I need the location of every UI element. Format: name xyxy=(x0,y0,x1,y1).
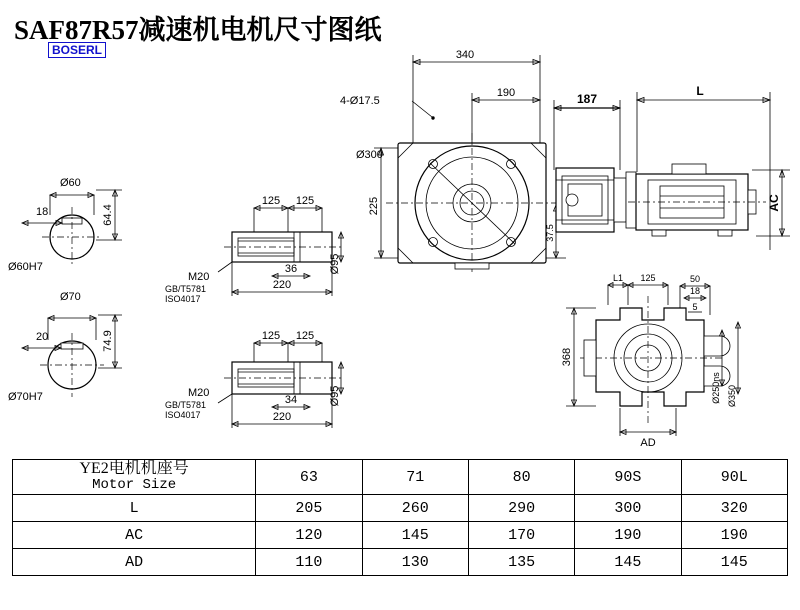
shaft-detail-70 xyxy=(8,291,122,403)
table-cell-AD-63: 110 xyxy=(256,549,362,576)
table-row-label-AD: AD xyxy=(13,549,256,576)
table-header-col-4: 90L xyxy=(681,460,787,495)
dim-225-text: 225 xyxy=(368,196,380,216)
table-header-col-2: 80 xyxy=(468,460,574,495)
side-250-text: Ø250ns xyxy=(711,372,721,404)
gearbox-front-view xyxy=(386,133,560,272)
side-5-text: 5 xyxy=(692,302,698,312)
hollow-shaft-detail-1 xyxy=(165,195,344,304)
table-cell-L-90L: 320 xyxy=(681,495,787,522)
hollow1-std1-text: GB/T5781 xyxy=(165,284,207,294)
shaft-detail-60 xyxy=(8,177,122,273)
shaft60-len-text: 64.4 xyxy=(102,204,114,226)
table-cell-L-80: 290 xyxy=(468,495,574,522)
hollow2-95-text: Ø95 xyxy=(329,385,341,407)
hollow2-m20-text: M20 xyxy=(188,387,210,399)
table-cell-AD-80: 135 xyxy=(468,549,574,576)
hollow1-125a-text: 125 xyxy=(261,195,281,207)
table-row xyxy=(13,495,788,522)
table-cell-L-63: 205 xyxy=(256,495,362,522)
table-header-col-1: 71 xyxy=(362,460,468,495)
table-header-label-cn: YE2电机机座号 xyxy=(79,460,189,477)
hollow1-m20-text: M20 xyxy=(188,271,210,283)
dim-37-5-text: 37.5 xyxy=(545,224,555,242)
callout-holes xyxy=(340,95,435,120)
dim-187-text: 187 xyxy=(576,92,598,106)
hollow2-std1-text: GB/T5781 xyxy=(165,400,207,410)
bevel-housing xyxy=(556,168,636,232)
hollow1-220-text: 220 xyxy=(272,279,292,291)
table-cell-AC-80: 170 xyxy=(468,522,574,549)
table-cell-AC-90S: 190 xyxy=(575,522,681,549)
dim-AC-text: AC xyxy=(767,194,781,212)
side-18-text: 18 xyxy=(689,286,701,296)
side-350-text: Ø350 xyxy=(727,384,737,408)
gearbox-side-view xyxy=(561,273,741,449)
shaft60-key-text: 18 xyxy=(36,206,49,218)
brand-logo: BOSERL xyxy=(48,42,106,58)
callout-flange-text: Ø300 xyxy=(356,149,383,161)
shaft60-fit-text: Ø60H7 xyxy=(8,261,43,273)
dimension-AC xyxy=(752,170,790,236)
hollow2-220-text: 220 xyxy=(272,411,292,423)
table-row-label-AC: AC xyxy=(13,522,256,549)
dim-190-text: 190 xyxy=(496,87,516,99)
hollow1-std2-text: ISO4017 xyxy=(165,294,201,304)
side-368-text: 368 xyxy=(561,347,573,367)
dimension-225 xyxy=(368,148,398,258)
dim-340-text: 340 xyxy=(455,49,475,61)
table-header-label xyxy=(13,460,256,495)
hollow1-36-text: 36 xyxy=(284,263,298,275)
page-title: SAF87R57减速机电机尺寸图纸 xyxy=(14,15,382,45)
motor-dimension-table xyxy=(12,459,788,576)
table-cell-AC-90L: 190 xyxy=(681,522,787,549)
side-125-text: 125 xyxy=(640,273,656,283)
table-row xyxy=(13,549,788,576)
callout-holes-text: 4-Ø17.5 xyxy=(340,95,380,107)
table-header-col-0: 63 xyxy=(256,460,362,495)
table-cell-AD-90S: 145 xyxy=(575,549,681,576)
motor-side-view xyxy=(628,164,766,236)
table-header-label-en: Motor Size xyxy=(92,477,177,493)
dim-L-text: L xyxy=(696,84,704,98)
side-50-text: 50 xyxy=(689,274,701,284)
table-cell-L-90S: 300 xyxy=(575,495,681,522)
table-header-col-3: 90S xyxy=(575,460,681,495)
hollow1-125b-text: 125 xyxy=(295,195,315,207)
shaft70-key-text: 20 xyxy=(36,331,49,343)
table-cell-AD-90L: 145 xyxy=(681,549,787,576)
dimension-187 xyxy=(554,92,620,170)
table-cell-AD-71: 130 xyxy=(362,549,468,576)
hollow2-std2-text: ISO4017 xyxy=(165,410,201,420)
shaft70-len-text: 74.9 xyxy=(102,330,114,352)
hollow2-125b-text: 125 xyxy=(295,330,315,342)
hollow1-95-text: Ø95 xyxy=(329,253,341,275)
side-L1-text: L1 xyxy=(612,273,624,283)
shaft60-dia-text: Ø60 xyxy=(60,177,81,189)
side-AD-text: AD xyxy=(640,437,656,449)
table-cell-AC-71: 145 xyxy=(362,522,468,549)
hollow-shaft-detail-2 xyxy=(165,330,344,428)
table-header-row xyxy=(13,460,788,495)
hollow2-34-text: 34 xyxy=(284,394,298,406)
table-cell-AC-63: 120 xyxy=(256,522,362,549)
table-row-label-L: L xyxy=(13,495,256,522)
table-cell-L-71: 260 xyxy=(362,495,468,522)
shaft70-dia-text: Ø70 xyxy=(60,291,81,303)
hollow2-125a-text: 125 xyxy=(261,330,281,342)
table-row xyxy=(13,522,788,549)
shaft70-fit-text: Ø70H7 xyxy=(8,391,43,403)
